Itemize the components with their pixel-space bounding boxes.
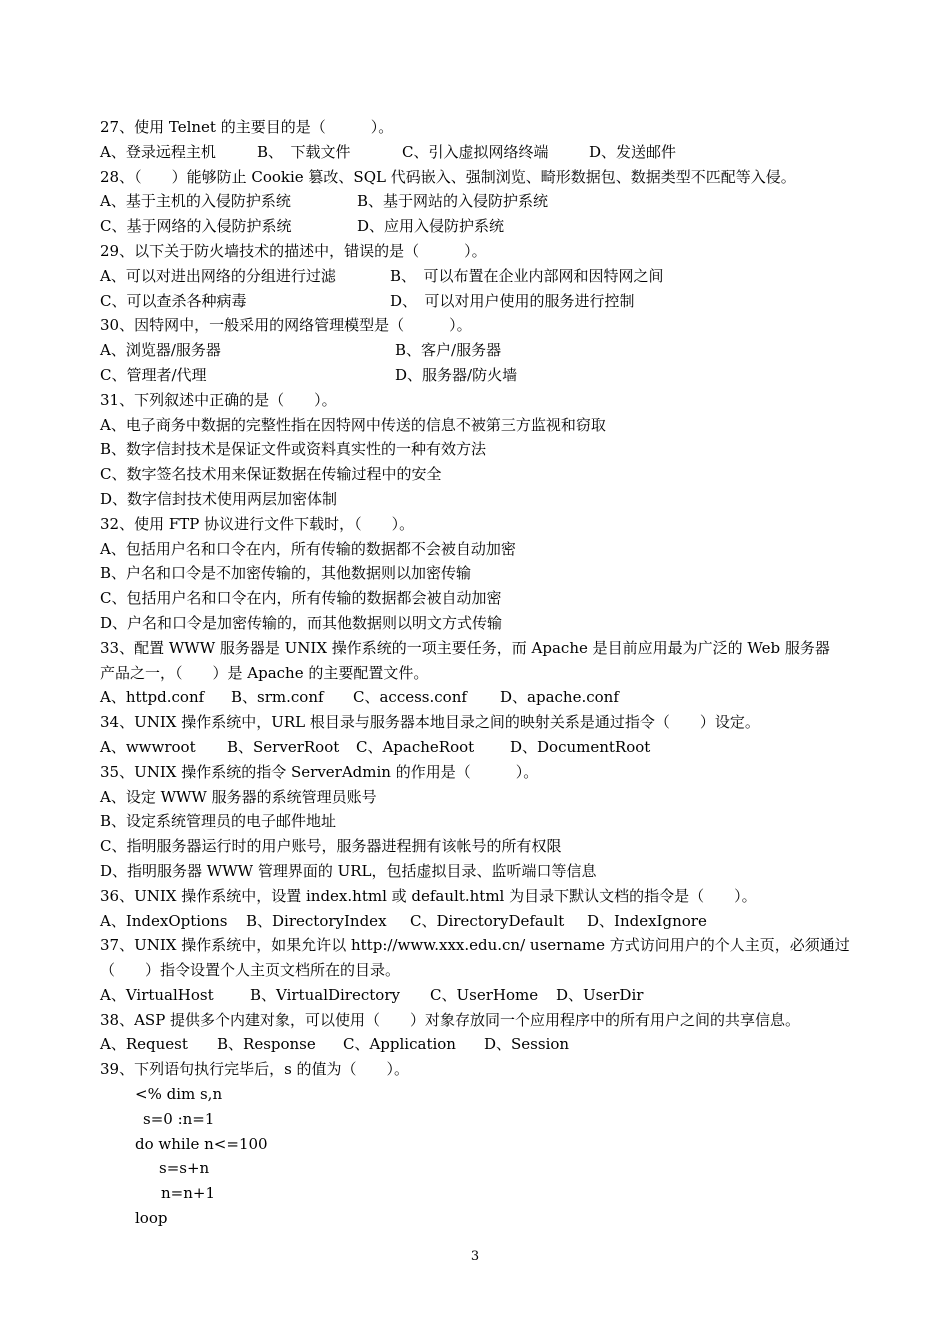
text-segment: 35、UNIX 操作系统的指令 ServerAdmin 的作用是（ ）。 — [100, 762, 539, 781]
text-segment: D、服务器/防火墙 — [395, 365, 518, 384]
text-segment: D、 可以对用户使用的服务进行控制 — [390, 291, 635, 310]
text-segment: 36、UNIX 操作系统中，设置 index.html 或 default.html 为目录下默认文档的指令是（ ）。 — [100, 886, 757, 905]
text-segment: D、DocumentRoot — [510, 737, 651, 756]
text-line — [100, 313, 880, 338]
text-segment: （ ）指令设置个人主页文档所在的目录。 — [100, 961, 401, 980]
text-segment: A、IndexOptions — [100, 911, 228, 930]
text-line — [100, 785, 880, 810]
text-segment: C、access.conf — [353, 688, 467, 707]
text-segment: D、IndexIgnore — [587, 911, 707, 930]
text-segment: 30、因特网中，一般采用的网络管理模型是（ ）。 — [100, 316, 472, 335]
text-segment: 33、配置 WWW 服务器是 UNIX 操作系统的一项主要任务，而 Apache 是目前应用最为广泛的 Web 服务器 — [100, 638, 830, 657]
text-line — [100, 933, 880, 958]
text-line — [100, 264, 880, 289]
text-segment: C、指明服务器运行时的用户账号，服务器进程拥有该帐号的所有权限 — [100, 837, 562, 856]
text-segment: C、包括用户名和口令在内，所有传输的数据都会被自动加密 — [100, 589, 502, 608]
text-segment: B、ServerRoot — [227, 737, 340, 756]
text-line — [100, 1057, 880, 1082]
text-line — [100, 1082, 880, 1107]
text-segment: C、DirectoryDefault — [410, 911, 565, 930]
text-segment: A、登录远程主机 — [100, 142, 216, 161]
text-segment: A、包括用户名和口令在内，所有传输的数据都不会被自动加密 — [100, 539, 516, 558]
text-segment: B、 下载文件 — [257, 142, 351, 161]
text-segment: B、数字信封技术是保证文件或资料真实性的一种有效方法 — [100, 440, 487, 459]
text-segment: B、srm.conf — [231, 688, 324, 707]
text-line — [100, 958, 880, 983]
text-line — [100, 1008, 880, 1033]
text-segment: A、httpd.conf — [100, 688, 205, 707]
text-line — [100, 140, 880, 165]
text-segment: C、管理者/代理 — [100, 365, 207, 384]
text-segment: B、Response — [217, 1035, 316, 1054]
text-segment: D、户名和口令是加密传输的，而其他数据则以明文方式传输 — [100, 613, 503, 632]
text-line — [100, 834, 880, 859]
text-line — [100, 1206, 880, 1231]
text-segment: A、基于主机的入侵防护系统 — [100, 192, 291, 211]
text-segment: <% dim s,n — [135, 1085, 223, 1104]
text-segment: 37、UNIX 操作系统中，如果允许以 http://www.xxx.edu.cn/ username 方式访问用户的个人主页，必须通过 — [100, 936, 850, 955]
text-segment: B、 可以布置在企业内部网和因特网之间 — [390, 266, 664, 285]
text-segment: loop — [135, 1209, 168, 1228]
text-segment: C、引入虚拟网络终端 — [402, 142, 549, 161]
text-line — [100, 165, 880, 190]
text-line — [100, 537, 880, 562]
text-segment: D、apache.conf — [500, 688, 619, 707]
text-segment: C、UserHome — [430, 985, 539, 1004]
text-line — [100, 462, 880, 487]
text-segment: D、发送邮件 — [589, 142, 677, 161]
text-line — [100, 909, 880, 934]
page-number: 3 — [470, 1249, 480, 1264]
text-line — [100, 388, 880, 413]
text-segment: C、数字签名技术用来保证数据在传输过程中的安全 — [100, 465, 442, 484]
text-segment: s=s+n — [159, 1159, 210, 1178]
text-line — [100, 1107, 880, 1132]
text-line — [100, 809, 880, 834]
text-segment: B、基于网站的入侵防护系统 — [357, 192, 549, 211]
text-segment: 39、下列语句执行完毕后，s 的值为（ ）。 — [100, 1060, 410, 1079]
text-segment: 31、下列叙述中正确的是（ ）。 — [100, 390, 337, 409]
text-segment: D、应用入侵防护系统 — [357, 217, 505, 236]
text-segment: A、可以对进出网络的分组进行过滤 — [100, 266, 336, 285]
text-segment: D、Session — [484, 1035, 570, 1054]
text-segment: A、wwwroot — [100, 737, 196, 756]
text-segment: D、数字信封技术使用两层加密体制 — [100, 489, 338, 508]
text-line — [100, 413, 880, 438]
text-line — [100, 338, 880, 363]
text-segment: B、设定系统管理员的电子邮件地址 — [100, 812, 337, 831]
text-line — [100, 636, 880, 661]
text-segment: C、Application — [343, 1035, 456, 1054]
text-line — [100, 239, 880, 264]
text-line — [100, 437, 880, 462]
text-segment: B、户名和口令是不加密传输的，其他数据则以加密传输 — [100, 564, 472, 583]
text-segment: 34、UNIX 操作系统中，URL 根目录与服务器本地目录之间的映射关系是通过指令（ ）设定。 — [100, 713, 760, 732]
text-segment: 38、ASP 提供多个内建对象，可以使用（ ）对象存放同一个应用程序中的所有用户之间的共享信息。 — [100, 1010, 801, 1029]
text-line — [100, 115, 880, 140]
text-line — [100, 884, 880, 909]
text-segment: A、设定 WWW 服务器的系统管理员账号 — [100, 787, 377, 806]
text-segment: C、ApacheRoot — [356, 737, 475, 756]
text-segment: B、VirtualDirectory — [250, 985, 400, 1004]
text-segment: A、Request — [100, 1035, 188, 1054]
text-segment: B、DirectoryIndex — [246, 911, 387, 930]
text-line — [100, 983, 880, 1008]
text-segment: 产品之一，（ ）是 Apache 的主要配置文件。 — [100, 663, 429, 682]
text-segment: A、电子商务中数据的完整性指在因特网中传送的信息不被第三方监视和窃取 — [100, 415, 606, 434]
text-line — [100, 512, 880, 537]
text-segment: C、基于网络的入侵防护系统 — [100, 217, 292, 236]
text-line — [100, 487, 880, 512]
text-line — [100, 189, 880, 214]
text-line — [100, 586, 880, 611]
text-line — [100, 661, 880, 686]
text-segment: B、客户/服务器 — [395, 341, 502, 360]
text-line — [100, 710, 880, 735]
text-segment: do while n<=100 — [135, 1134, 268, 1153]
text-segment: 28、（ ）能够防止 Cookie 篡改、SQL 代码嵌入、强制浏览、畸形数据包、数据类型不匹配等入侵。 — [100, 167, 796, 186]
question-list — [100, 115, 880, 1231]
text-segment: s=0 :n=1 — [143, 1109, 215, 1128]
text-line — [100, 1156, 880, 1181]
text-line — [100, 760, 880, 785]
text-segment: C、可以查杀各种病毒 — [100, 291, 247, 310]
text-line — [100, 1132, 880, 1157]
text-line — [100, 1032, 880, 1057]
text-segment: n=n+1 — [161, 1184, 216, 1203]
text-segment: D、指明服务器 WWW 管理界面的 URL，包括虚拟目录、监听端口等信息 — [100, 861, 597, 880]
text-line — [100, 685, 880, 710]
text-line — [100, 363, 880, 388]
text-line — [100, 561, 880, 586]
text-line — [100, 214, 880, 239]
text-segment: 32、使用 FTP 协议进行文件下载时，（ ）。 — [100, 514, 415, 533]
text-line — [100, 735, 880, 760]
text-segment: D、UserDir — [556, 985, 644, 1004]
text-line — [100, 1181, 880, 1206]
text-line — [100, 859, 880, 884]
text-line — [100, 289, 880, 314]
text-segment: A、浏览器/服务器 — [100, 341, 221, 360]
text-segment: 27、使用 Telnet 的主要目的是（ ）。 — [100, 118, 394, 136]
text-line — [100, 611, 880, 636]
text-segment: A、VirtualHost — [100, 985, 214, 1004]
text-segment: 29、以下关于防火墙技术的描述中，错误的是（ ）。 — [100, 241, 487, 260]
